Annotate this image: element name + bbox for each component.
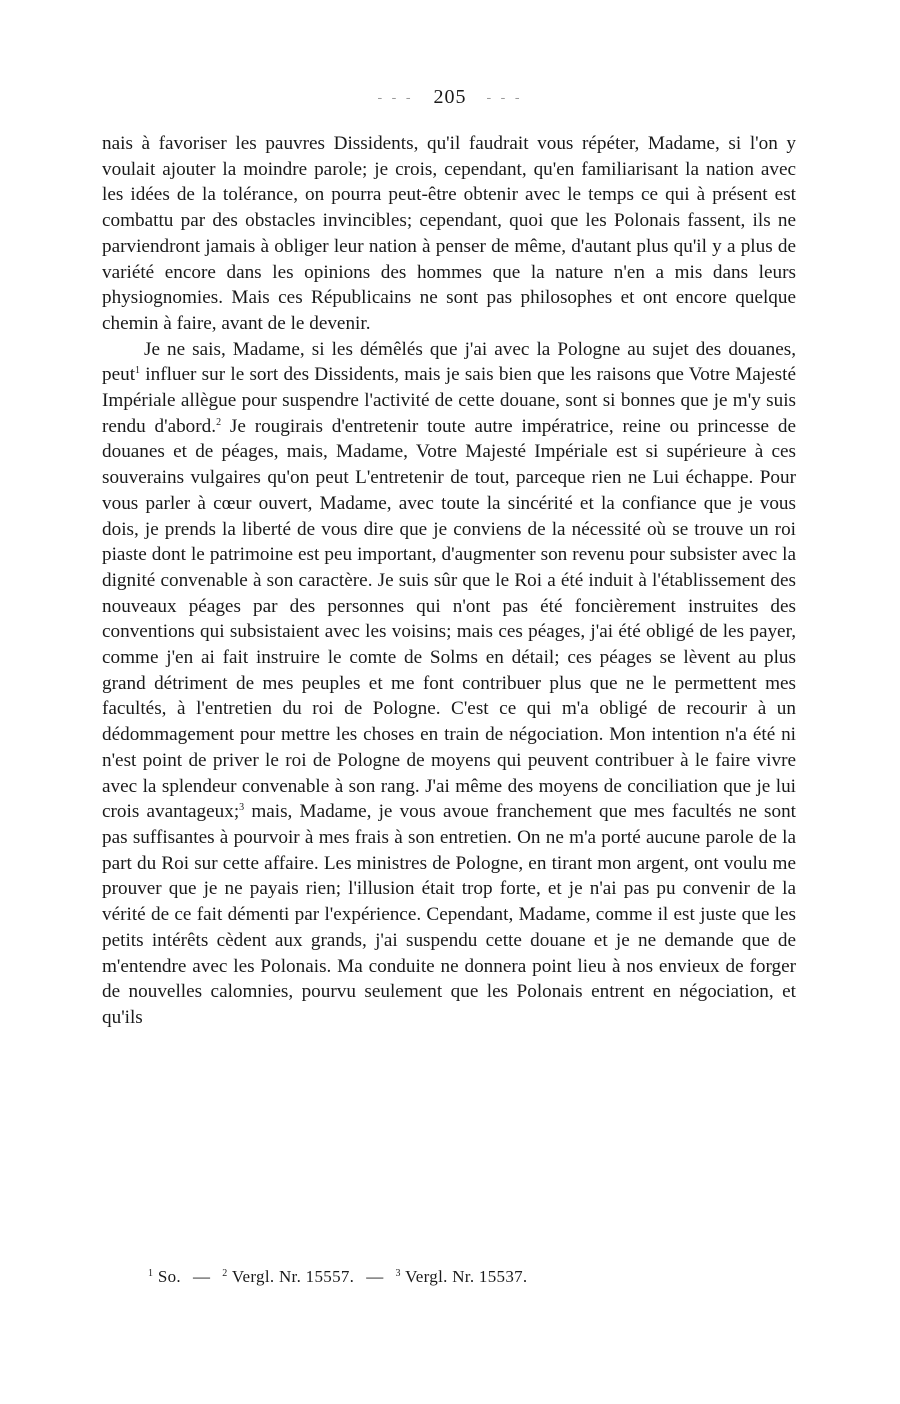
paragraph-text: Je ne sais, Madame, si les démêlés que j'ai avec la Pologne au sujet des douanes, peut: [102, 338, 796, 386]
footnote-text: Vergl. Nr. 15537.: [405, 1267, 528, 1286]
footnote-mark: 3: [395, 1268, 401, 1279]
footnote-text: Vergl. Nr. 15557.: [231, 1267, 355, 1286]
page-number: 205: [433, 86, 467, 108]
paragraph-text: influer sur le sort des Dissidents, mais je sais bien que les raisons que Votre Majesté Impériale allègue pour suspendre l'activité de cette douane, sont si bonnes que je m'y suis rendu d'abord.: [102, 364, 796, 437]
footnote-reference: 3: [239, 802, 245, 814]
footnote-separator: —: [192, 1267, 211, 1286]
footnote-separator: —: [366, 1267, 384, 1286]
header-rule-right: - - -: [486, 90, 523, 106]
footnote-text: So.: [157, 1267, 181, 1286]
letter-body: [102, 131, 796, 1031]
paragraph-text: nais à favoriser les pauvres Dissidents, qu'il faudrait vous répéter, Madame, si l'on y voulait ajouter la moindre parole; je crois, cependant, qu'en familiarisant la nation avec les idées de la tolérance, on pourra peut-être obtenir avec le temps ce qui à présent est combattu par des obstacles invincibles; cependant, quoi que les Polonais fassent, ils ne parviendront jamais à obliger leur nation à penser de même, d'autant plus qu'il y a plus de variété encore dans les opinions des hommes que la nature n'en a mis dans leurs physiognomies. Mais ces Républicains ne sont pas philosophes et ont encore quelque chemin à faire, avant de le devenir.: [102, 133, 796, 334]
footnote-reference: 2: [216, 416, 222, 428]
header-rule-left: - - -: [377, 90, 414, 106]
footnote-mark: 2: [222, 1268, 228, 1279]
footnote-mark: 1: [148, 1268, 154, 1279]
footnotes: [148, 1267, 527, 1287]
paragraph: [102, 337, 796, 1031]
paragraph-text: mais, Madame, je vous avoue franchement que mes facultés ne sont pas suffisantes à pourvoir à mes frais à son entretien. On ne m'a porté aucune parole de la part du Roi sur cette affaire. Les ministres de Pologne, en tirant mon argent, ont voulu me prouver que je ne payais rien; l'illusion était trop forte, et je n'ai pas pu convenir de la vérité de ce fait démenti par l'expérience. Cependant, Madame, comme il est juste que les petits intérêts cèdent aux grands, j'ai suspendu cette douane et je ne demande que de m'entendre avec les Polonais. Ma conduite ne donnera point lieu à nos envieux de forger de nouvelles calomnies, pourvu seulement que les Polonais entrent en négociation, et qu'ils: [102, 801, 796, 1028]
footnote: [396, 1267, 528, 1286]
footnote: [222, 1267, 354, 1286]
paragraph-text: Je rougirais d'entretenir toute autre impératrice, reine ou princesse de douanes et de péages, mais, Madame, Votre Majesté Impériale est si supérieure à ces souverains vulgaires qu'on peut L'entretenir de tout, parceque rien ne Lui échappe. Pour vous parler à cœur ouvert, Madame, avec toute la sincérité et la confiance que je vous dois, je prends la liberté de vous dire que je conviens de la nécessité où se trouve un roi piaste dont le patrimoine est peu important, d'augmenter son revenu pour subsister avec la dignité convenable à son caractère. Je suis sûr que le Roi a été induit à l'établissement des nouveaux péages par des personnes qui n'ont pas été foncièrement instruites des conventions qui subsistaient avec les voisins; mais ces péages, j'ai été obligé de les payer, comme j'en ai fait instruire le comte de Solms en détail; ces péages se lèvent au plus grand détriment de mes peuples et me font contribuer plus que ne le permettent mes facultés, à l'entretien du roi de Pologne. C'est ce qui m'a obligé de recourir à un dédommagement pour mettre les choses en train de négociation. Mon intention n'a été ni n'est point de priver le roi de Pologne de moyens qui peuvent contribuer à le faire vivre avec la splendeur convenable à son rang. J'ai même des moyens de conciliation que je lui crois avantageux;: [102, 415, 796, 823]
footnote-reference: 1: [135, 365, 141, 377]
page-header: [0, 86, 900, 109]
footnote: [148, 1267, 181, 1286]
paragraph: [102, 131, 796, 337]
